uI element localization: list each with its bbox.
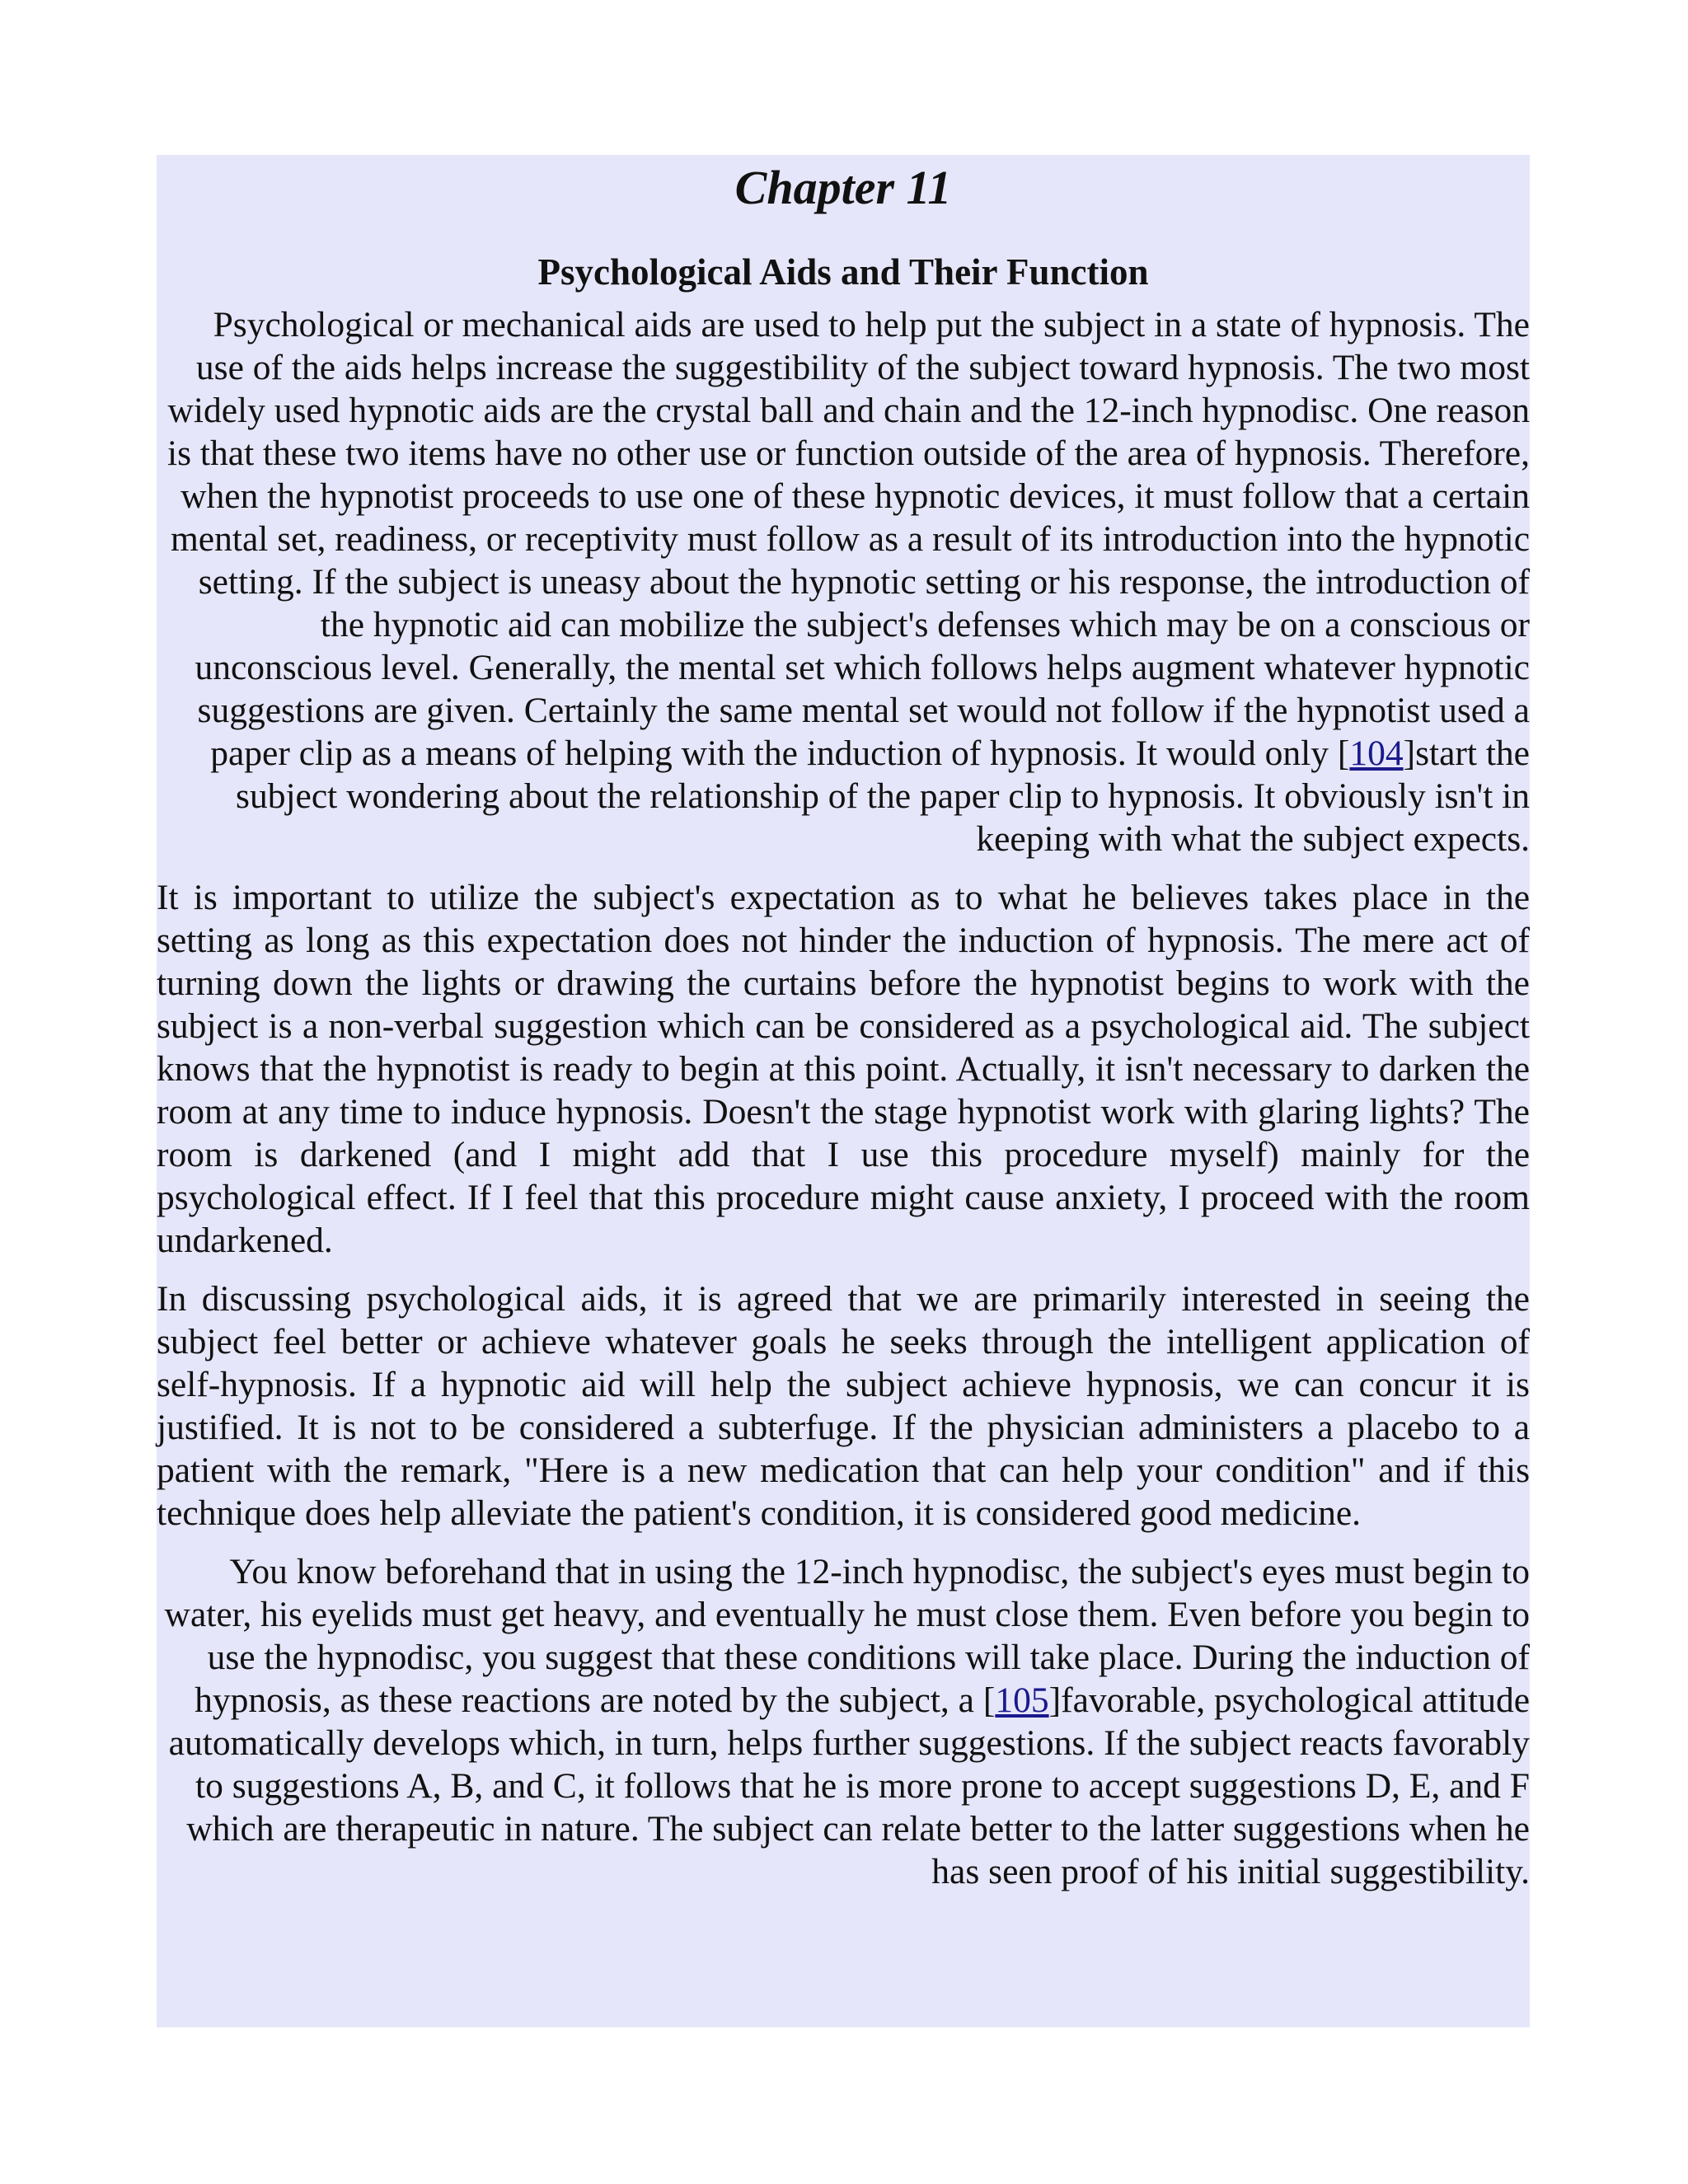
paragraph-1-text-a: Psychological or mechanical aids are used to help put the subject in a state of hypnosis. The use of the aids helps increase the suggestibility of the subject toward hypnosis. The two most widely used hypnotic aids are the crystal ball and chain and the 12-inch hypnodisc. One reason is that these two items have no other use or function outside of the area of hypnosis. Therefore, when the hypnotist proceeds to use one of these hypnotic devices, it must follow that a certain mental set, readiness, or receptivity must follow as a result of its introduction into the hypnotic setting. If the subject is uneasy about the hypnotic setting or his response, the introduction of the hypnotic aid can mobilize the subject's defenses which may be on a conscious or unconscious level. Generally, the mental set which follows helps augment whatever hypnotic suggestions are given. Certainly the same mental set would not follow if the hypnotist used a paper clip as a means of helping with the induction of hypnosis. It would only [ <box>167 305 1530 773</box>
section-title: Psychological Aids and Their Function <box>537 251 1149 293</box>
paragraph-3: In discussing psychological aids, it is agreed that we are primarily interested in seeing the subject feel better or achieve whatever goals he seeks through the intelligent application of self-hypnosis. If a hypnotic aid will help the subject achieve hypnosis, we can concur it is justified. It is not to be considered a subterfuge. If the physician administers a placebo to a patient with the remark, "Here is a new medication that can help your condition" and if this technique does help alleviate the patient's condition, it is considered good medicine. <box>157 1279 1530 1533</box>
chapter-title: Chapter 11 <box>734 161 952 214</box>
paragraph-4 <box>157 1550 1530 1893</box>
paragraph-4-text-a: You know beforehand that in using the 12-inch hypnodisc, the subject's eyes must begin to water, his eyelids must get heavy, and eventually he must close them. Even before you begin to use the hypnodisc, you suggest that these conditions will take place. During the induction of hypnosis, as these reactions are noted by the subject, a [ <box>164 1552 1530 1720</box>
chapter-panel <box>157 155 1530 2027</box>
paragraph-4-text-b: ]favorable, psychological attitude automatically develops which, in turn, helps further suggestions. If the subject reacts favorably to suggestions A, B, and C, it follows that he is more prone to accept suggestions D, E, and F which are therapeutic in nature. The subject can relate better to the latter suggestions when he has seen proof of his initial suggestibility. <box>168 1680 1530 1891</box>
paragraph-1-text-b: ]start the subject wondering about the relationship of the paper clip to hypnosis. It obviously isn't in keeping with what the subject expects. <box>236 733 1530 859</box>
paragraph-2: It is important to utilize the subject's expectation as to what he believes takes place in the setting as long as this expectation does not hinder the induction of hypnosis. The mere act of turning down the lights or drawing the curtains before the hypnotist begins to work with the subject is a non-verbal suggestion which can be considered as a psychological aid. The subject knows that the hypnotist is ready to begin at this point. Actually, it isn't necessary to darken the room at any time to induce hypnosis. Doesn't the stage hypnotist work with glaring lights? The room is darkened (and I might add that I use this procedure myself) mainly for the psychological effect. If I feel that this procedure might cause anxiety, I proceed with the room undarkened. <box>157 878 1530 1260</box>
page-link-105[interactable]: 105 <box>995 1680 1049 1720</box>
page-link-104[interactable]: 104 <box>1349 733 1404 773</box>
paragraph-1 <box>157 303 1530 860</box>
